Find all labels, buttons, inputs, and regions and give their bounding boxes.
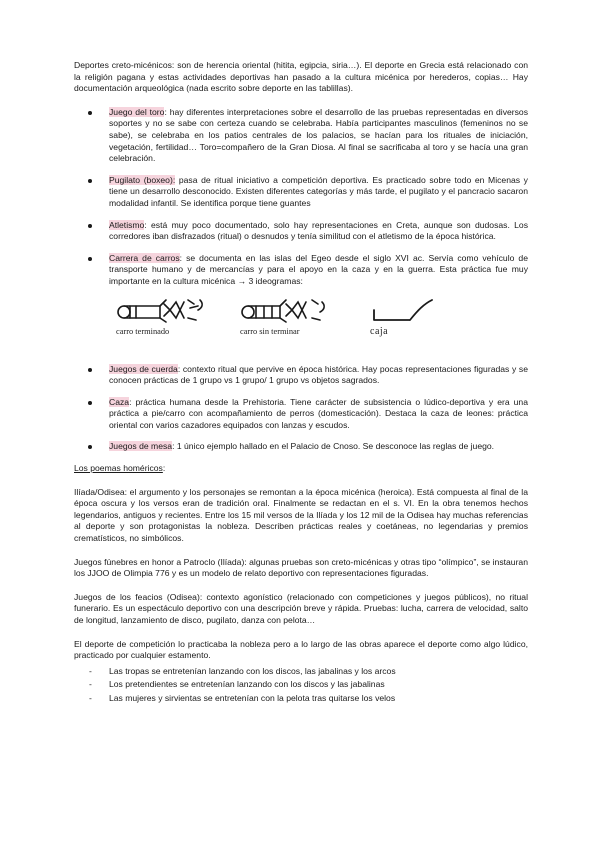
highlighted-term: Juegos de mesa [109,441,173,452]
list-item-pugilato [74,175,528,210]
sports-list [74,107,528,288]
bullet-icon [88,257,92,261]
list-item-carrera-de-carros [74,253,528,288]
list-item-juegos-de-cuerda [74,364,528,387]
highlighted-term: Carrera de carros [109,252,180,263]
ideogram-caption: carro terminado [116,326,170,336]
ideogram-caja [370,296,434,338]
dash-marker: - [89,692,92,703]
list-item-text: : contexto ritual que pervive en época histórica. Hay pocas representaciones figuradas y se conocen prácticas de 1 grupo vs 1 grupo/ 1 grupo vs objetos sagrados. [109,363,528,386]
highlighted-term: Pugilato (boxeo): [109,174,176,185]
section-title-text: Los poemas homéricos [74,463,163,474]
sports-list-2 [74,364,528,454]
list-item-text: : 1 único ejemplo hallado en el Palacio de Cnoso. Se desconoce las reglas de juego. [172,441,495,452]
dash-list-item-text: Las mujeres y sirvientas se entretenían con la pelota tras quitarse los velos [109,692,396,703]
list-item-text: : está muy poco documentado, solo hay representaciones en Creta, aunque son dudosas. Los corredores iban disfrazados (ritual) o desnudos y tenía similitud con el atletismo de la época histórica. [109,219,528,242]
bullet-icon [88,179,92,183]
box-icon [370,296,434,324]
homeric-paragraph-4: El deporte de competición lo practicaba la nobleza pero a lo largo de las obras aparece el deporte como algo lúdico, practicado por cualquier estamento. [74,638,528,661]
list-item-text: : se documenta en las islas del Egeo desde el siglo XVI ac. Servía como vehículo de transporte humano y de mercancías y para el apoyo en la caza y en la guerra. Esta práctica fue muy importante en la cultura micénica → 3 ideogramas: [109,252,528,286]
list-item-juegos-de-mesa [74,441,528,453]
highlighted-term: Juego del toro [109,106,165,117]
section-title [74,463,528,475]
list-item-text: : hay diferentes interpretaciones sobre el desarrollo de las pruebas representadas en diversos soportes y no se sabe con certeza cuando se celebraba. Había participantes masculinos (femeninos no se sabe), se celebraba en los patios centrales de los palacios, se hacían para los rituales de iniciación, vegetación, fertilidad… Toro=compañero de la Gran Diosa. Al final se sacrificaba al toro y se hacía una gran celebración. [109,106,528,164]
ideogram-caption: caja [370,325,389,337]
document-content [74,60,528,707]
ideogram-figure [74,296,528,342]
section-title-colon: : [162,463,166,474]
highlighted-term: Caza [109,396,130,407]
dash-list [74,666,528,705]
bullet-icon [88,401,92,405]
list-item-text: pasa de ritual iniciativo a competición deportiva. Es practicado sobre todo en Micenas y tiene un desarrollo desconocido. Existen diferentes categorías y más tarde, el pugilato y el pancracio sacaron modalidad infantil. Se identifica porque tiene guantes [109,174,528,208]
ideogram-carro-terminado [116,296,208,338]
highlighted-term: Atletismo [109,219,145,230]
dash-marker: - [89,679,92,690]
intro-paragraph: Deportes creto-micénicos: son de herencia oriental (hitita, egipcia, siria…). El deporte en Grecia está relacionado con la religión pagana y estas actividades deportivas han pasado a la cultura micénica por herederos, copias… Hay documentación arqueológica (nada escrito sobre deporte en las tablillas). [74,60,528,94]
list-item-atletismo [74,220,528,243]
dash-marker: - [89,665,92,676]
bullet-icon [88,224,92,228]
bullet-icon [88,368,92,372]
list-item-text: : práctica humana desde la Prehistoria. Tiene carácter de subsistencia o lúdico-deportiva y era una práctica a pie/carro con acompañamiento de perros (domesticación). Destaca la caza de leones: práctica oriental con varios cazadores equipados con lanzas y escudos. [109,396,528,430]
ideogram-caption: carro sin terminar [240,326,300,336]
bullet-icon [88,445,92,449]
bullet-icon [88,111,92,115]
dash-list-item-text: Las tropas se entretenían lanzando con los discos, las jabalinas y los arcos [109,665,396,676]
homeric-paragraph-1: Ilíada/Odisea: el argumento y los personajes se remontan a la época micénica (heroica). Está compuesta al final de la época oscura y los versos eran de tradición oral. Finalmente se redactan en el s. VI. En la obra tenemos hechos legendarios, antiguos y recientes. Entre los 15 mil versos de la Ilíada y los 12 mil de la Odisea hay muchas referencias al deporte y son protagonistas la nobleza. Describen prácticas reales y coetáneas, no legendarias y premios crematísticos, no simbólicos. [74,486,528,544]
list-item-caza [74,397,528,432]
dash-list-item [74,679,528,691]
dash-list-item [74,693,528,705]
homeric-paragraph-2: Juegos fúnebres en honor a Patroclo (Ilíada): algunas pruebas son creto-micénicas y otras tipo “olímpico”, se instauran los JJOO de Olimpia 776 y es un modelo de relato deportivo con representaciones figuradas. [74,556,528,579]
chariot-unfinished-icon [240,296,328,324]
highlighted-term: Juegos de cuerda [109,363,178,374]
list-item-juego-del-toro [74,107,528,165]
chariot-complete-icon [116,296,208,324]
dash-list-item [74,666,528,678]
homeric-paragraph-3: Juegos de los feacios (Odisea): contexto agonístico (relacionado con competiciones y juegos públicos), no ritual funerario. Es un espectáculo deportivo con una descripción breve y rápida. Pruebas: lucha, carrera de velocidad, salto de longitud, lanzamiento de disco, pugilato, danza con pelota… [74,591,528,625]
ideogram-carro-sin-terminar [240,296,328,338]
dash-list-item-text: Los pretendientes se entretenían lanzando con los discos y las jabalinas [109,679,385,690]
